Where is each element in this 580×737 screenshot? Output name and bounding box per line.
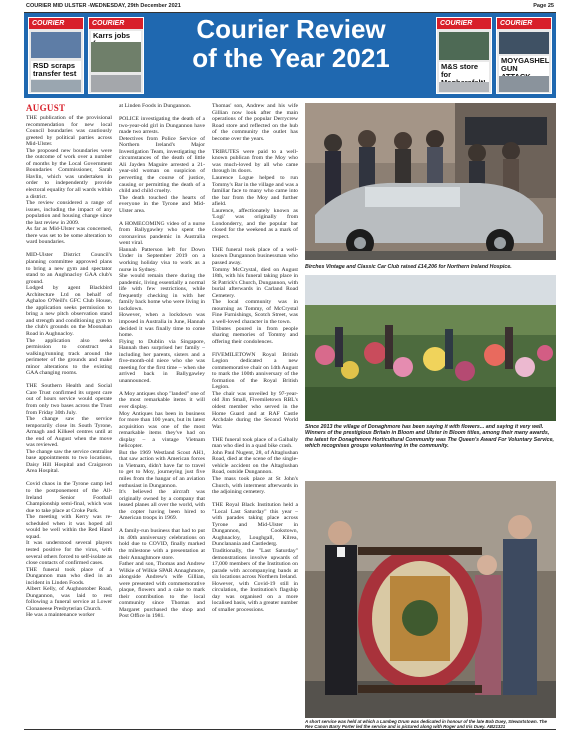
thumb-photo (439, 32, 489, 60)
thumb-photo (439, 82, 489, 92)
flowers-caption: Since 2013 the village of Donaghmore has been saying it with flowers... and saying it very well. Winners of the prestigious Britain in Bloom and Ulster in Bloom titles, among their many awards, the latest for Donaghmore Horticultural Community was The Queen's Award For Voluntary Service, which recognises groups volunteering in the community. (305, 424, 554, 449)
review-banner (24, 13, 556, 98)
article-paragraph: She would remain there during the pandemic, living essentially a normal life with few restrictions, while frequently checking in with her family back home who were living in lockdown. (119, 273, 205, 312)
article-paragraph: at Linden Foods in Dungannon. (119, 103, 192, 109)
thumb-headline: MOYGASHEL GUN (499, 56, 549, 82)
flowers-image (305, 275, 556, 421)
column-2-body (119, 103, 205, 620)
article-paragraph: The change saw the service temporarily close its South Tyrone, Armagh and Kilkeel centres until at the end of August when the move was reviewed. (26, 416, 112, 449)
front-page-thumb (88, 17, 144, 94)
section-month: AUGUST (26, 103, 66, 113)
article-paragraph: Laurence, affectionately known as 'Logi' was originally from Londonderry, and the popular bar closed for the weekend as a mark of respect. (212, 207, 298, 240)
thumb-photo (499, 76, 549, 92)
column-1-body (26, 115, 112, 619)
car-caption: Birches Vintage and Classic Car Club raised £14,206 for Northern Ireland Hospice. (305, 264, 512, 270)
front-page-thumb (28, 17, 84, 94)
vintage-car-image (305, 103, 556, 260)
banner-title-line1: Courier Review (196, 14, 386, 44)
article-paragraph: Albert Kelly, of Aughnotober Road, Dungannon, was laid to rest following a funeral service at Lower Clonaneese Presbyterian Church. (26, 586, 112, 612)
article-paragraph: Thomas' son, Andrew and his wife Gillian now look after the main operations of the popular Derrycrew Road store and reflected on the hub of the community the outlet has become over the years. (212, 103, 298, 142)
article-paragraph: It was understood several players tested positive for the virus, with several others forced to self-isolate as close contacts of confirmed cases. (26, 540, 112, 567)
article-paragraph: Traditionally, the "Last Saturday" demonstrations involve upwards of 17,000 members of the Institution on parade with accompanying bands at six locations across Northern Ireland. (212, 547, 298, 581)
thumb-headline: Karrs jobs (91, 31, 141, 49)
article-paragraph: A HOMECOMING video of a nurse from Ballygawley who spent the coronavirus pandemic in Australia went viral. (119, 220, 205, 247)
thumb-masthead: COURIER (437, 18, 491, 29)
article-paragraph: Hannah Patterson left for Down Under in September 2019 on a working holiday visa to work as a nurse in Sydney. (119, 246, 205, 273)
flowers-photo (305, 275, 556, 421)
front-page-thumb (436, 17, 492, 94)
thumb-masthead: COURIER (89, 18, 143, 29)
page-header (0, 0, 580, 12)
article-paragraph: A Moy antiques shop "landed" one of the most remarkable items it will ever display. (119, 390, 205, 411)
page-number: Page 25 (533, 3, 554, 9)
article-paragraph: The proposed new boundaries were the outcome of work over a number of months by the Local Government Boundaries Commissioner, Sarah Havlin, which was undertaken in order to independently provide electoral equality for all wards within a district. (26, 147, 112, 200)
article-paragraph: FIVEMILETOWN Royal British Legion dedicated a new commemorative chair on 14th August to mark the 100th anniversary of the formation of the Royal British Legion. (212, 351, 298, 391)
article-paragraph: The change saw the service centralise base appointments to two locations, Daisy Hill Hospital and Craigavon Area Hospital. (26, 448, 112, 475)
article-paragraph: THE Southern Health and Social Care Trust confirmed its urgent care out of hours service would operate from only two bases across the Trust from Friday 30th July. (26, 383, 112, 416)
thumb-photo (31, 80, 81, 92)
thumb-photo (91, 42, 141, 72)
article-paragraph: The death touched the hearts of everyone in the Tyrone and Mid-Ulster area. (119, 194, 205, 214)
article-paragraph: As far as Mid-Ulster was concerned, there was set to be some alteration to ward boundaries. (26, 226, 112, 246)
article-paragraph: POLICE investigating the death of a two-year-old girl in Dungannon have made two arrests. (119, 116, 205, 136)
footer-rule (24, 729, 556, 730)
lambeg-drum-image (305, 481, 556, 718)
article-paragraph: Covid chaos in the Tyrone camp led to the postponement of the All-Ireland Senior Football Championship semi-final, which was due to take place at Croke Park. (26, 481, 112, 514)
article-paragraph: John Paul Nugent, 28, of Altaglushan Road, died at the scene of the single-vehicle accident on the Altaglushan Road, outside Dungannon. (212, 449, 298, 476)
article-paragraph: The mass took place at St John's Church, with interment afterwards in the adjoining cemetery. (212, 475, 298, 496)
banner-title (174, 15, 408, 73)
drum-caption: A short service was held at which a Lambeg Drum was dedicated in honour of the late Bob Duey, Stewartstown. The Rev Canon Barry Porter led the service and is pictured along with Roger and Iris Duey. AB21321 (305, 719, 547, 729)
article-paragraph: Lodged by agent Blackbird Architecture Ltd on behalf of Aghaloo O'Neill's GFC Club House, the application seeks permission to bring a new pitch observation stand and strength and conditioning gym to the club's grounds on the Moonahan Road in Aughnacloy. (26, 285, 112, 337)
article-paragraph: THE funeral took place of a well-known Dungannon businessman who passed away. (212, 246, 298, 267)
lambeg-drum-photo (305, 481, 556, 718)
article-paragraph: Laurence Logue helped to run Tommy's Bar in the village and was a familiar face to many who came into the bar from the Moy and further afield. (212, 174, 298, 208)
article-paragraph: The chair was unveiled by 97-year-old Jim Small, Fivemiletown RBL's oldest member who served in the Home Guard and at RAF Castle Archdale during the Second World War. (212, 390, 298, 430)
publication-date: COURIER MID ULSTER -WEDNESDAY, 29th December 2021 (26, 3, 181, 9)
thumb-headline: M&S store for (439, 62, 489, 88)
text-column-3 (212, 103, 298, 613)
article-paragraph: Father and son, Thomas and Andrew Wilkie of Wilkie SPAR Annaghmore, alongside Andrew's wife Gillian, were presented with commemorative plaque, flowers and a cake to mark their contribution to the local community since Thomas and Margaret purchased the shop and Post Office in 1981. (119, 561, 205, 620)
thumb-photo (499, 32, 549, 54)
article-paragraph: Detectives from Police Service of Northern Ireland's Major Investigation Team, investigating the circumstances of the death of little Ali Jayden Maguire arrested a 21-year-old woman on suspicion of perverting the course of justice, causing or permitting the death of a child and child cruelty. (119, 135, 205, 195)
article-paragraph: He was a maintenance worker (26, 612, 95, 619)
article-paragraph: THE publication of the provisional recommendation for new local Council boundaries was cautiously greeted by political parties across Mid-Ulster. (26, 115, 112, 148)
article-paragraph: But the 1969 Westland Scout AH1, that saw action with American forces in Vietnam, didn't have far to travel to get to Moy, journeying just five miles from the hangar of an aviation enthusiast in Dungannon. (119, 449, 205, 489)
article-paragraph: Flying to Dublin via Singapore, Hannah then surprised her family – including her parents, sisters and a five-month-old niece who she was meeting for the first time – when she arrived back in Ballygawley unannounced. (119, 338, 205, 384)
article-paragraph: THE funeral took place of a Dungannon man who died in an incident in Linden Foods. (26, 566, 112, 586)
article-paragraph: The meeting with Kerry was re-scheduled when it was hoped all would be well within the Red Hand squad. (26, 514, 112, 540)
article-paragraph: TRIBUTES were paid to a well-known publican from the Moy who was much-loved by all who came through its doors. (212, 148, 298, 175)
article-paragraph: However, with Covid-19 still in circulation, the Institution's flagship day was organised on a more localised basis, with a greater number of smaller processions. (212, 580, 298, 613)
banner-title-line2: of the Year 2021 (192, 43, 390, 73)
vintage-car-photo (305, 103, 556, 260)
text-column-2 (119, 103, 205, 620)
article-paragraph: Tommy McCrystal, died on August 18th, with his funeral taking place in St Patrick's Church, Dungannon, with burial afterwards in Carland Road Cemetery. (212, 266, 299, 299)
text-column-1 (26, 103, 112, 619)
thumb-masthead: COURIER (497, 18, 551, 29)
article-paragraph: Tributes poured in from people sharing memories of Tommy and offering their condolences. (212, 325, 298, 345)
article-paragraph: MID-Ulster District Council's planning committee approved plans to bring a new gym and spectator stand to an Aughnacloy GAA club's ground. (26, 252, 112, 285)
thumb-headline: RSD scraps transfer test (31, 61, 81, 79)
thumb-photo (91, 75, 141, 92)
article-paragraph: THE Royal Black Institution held a "Local Last Saturday" this year – with parades taking place across Tyrone and Mid-Ulster in Dungannon, Cookstown, Aughnacloy, Loughgall, Kilrea, Dunclanania and Castlederg. (212, 502, 298, 548)
front-page-thumb (496, 17, 552, 94)
article-paragraph: The local community was in mourning as Tommy, of McCrystal Fine Furnishings, Scotch Street, was a well-loved character in the town. (212, 299, 298, 325)
article-paragraph: THE funeral took place of a Galbally man who died in a quad bike crash. (212, 436, 298, 450)
article-paragraph: The review considered a range of issues, including the impact of any population and housing change since the last review in 2009. (26, 200, 112, 226)
article-paragraph: A family-run business that had to put its 40th anniversary celebrations on hold due to COVID, finally marked the milestone with a presentation at their Annaghmore store. (119, 528, 205, 561)
article-paragraph: Moy Antiques has been in business for more than 100 years, but its latest acquisition was one of the most remarkable items they've had on display – a vintage Vietnam helicopter. (119, 410, 205, 450)
thumb-photo (31, 32, 81, 58)
column-3-body (212, 103, 298, 613)
article-paragraph: It's believed the aircraft was originally owned by a company that leased planes all over the world, with the copter having been hired to American troops in 1969. (119, 489, 205, 522)
thumb-masthead: COURIER (29, 18, 83, 29)
article-paragraph: The application also seeks permission to construct a walking/running track around the perimeter of the grounds and make minor alterations to the existing GAA changing rooms. (26, 337, 112, 377)
article-paragraph: However, when a lockdown was imposed in Australia in June, Hannah decided it was finally time to come home. (119, 312, 205, 339)
